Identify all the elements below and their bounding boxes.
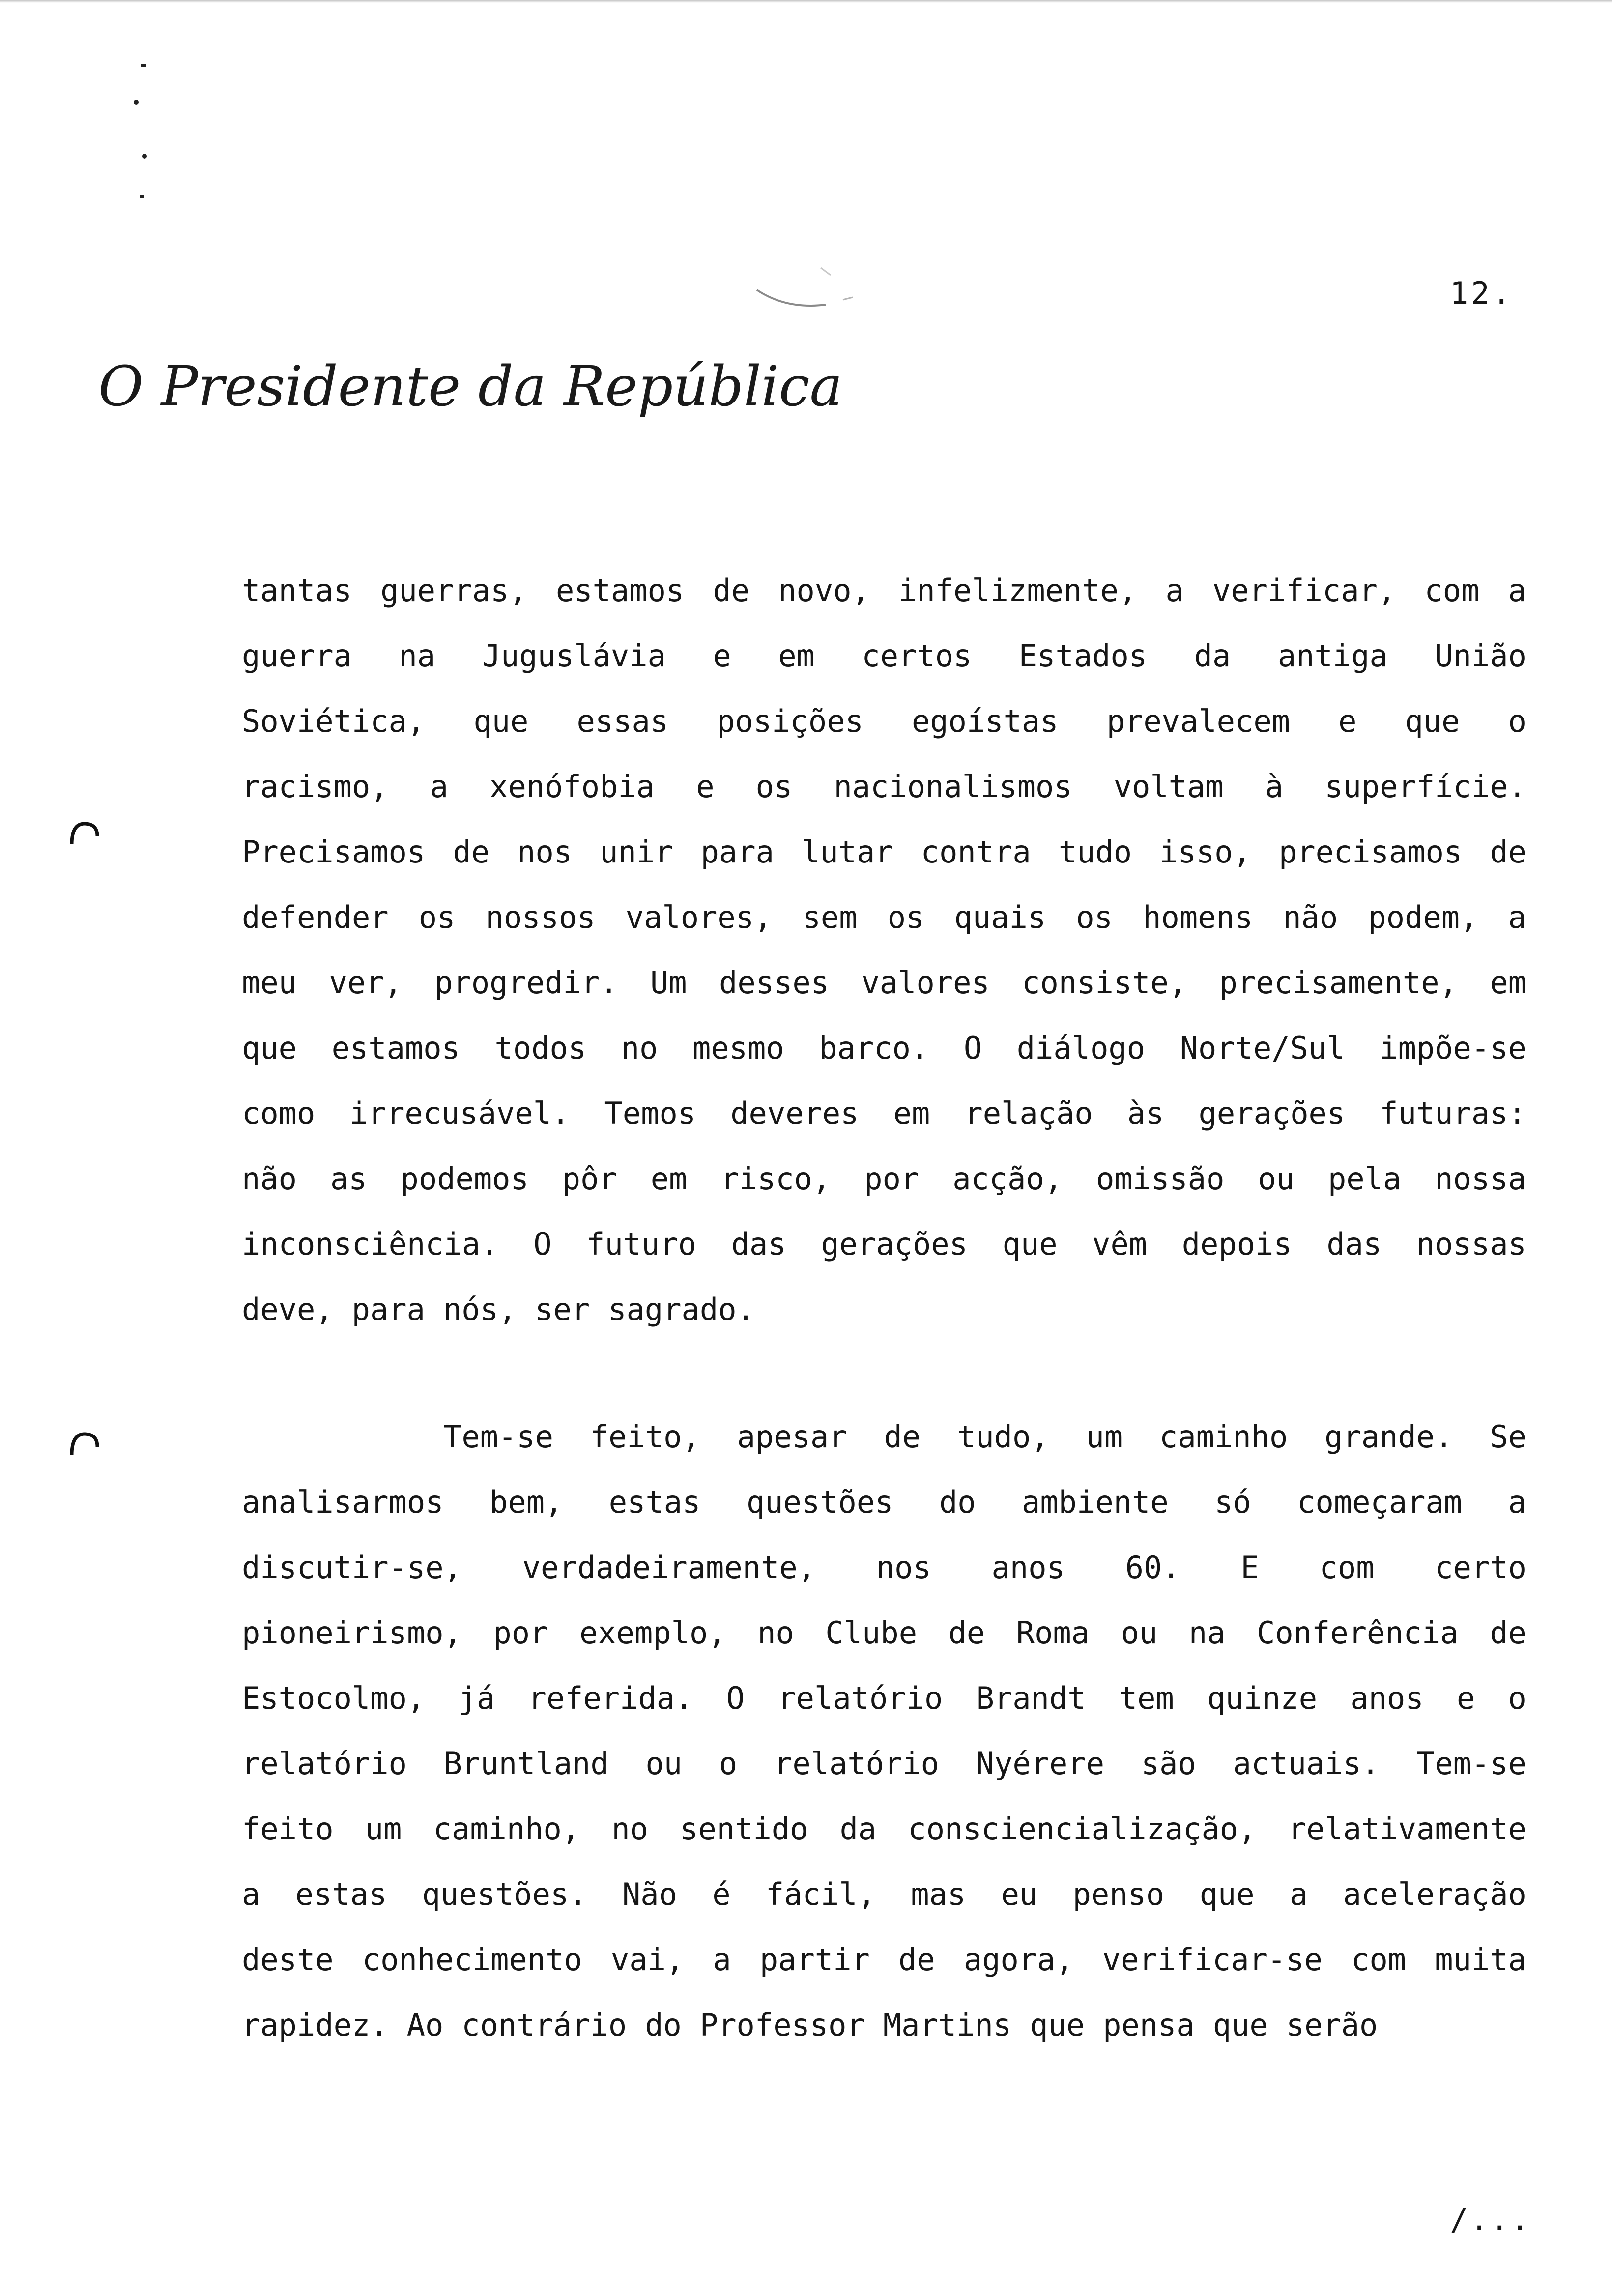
word: nos: [876, 1550, 931, 1585]
word: egoístas: [911, 703, 1059, 739]
word: nossa: [1435, 1161, 1526, 1197]
word: tantas: [242, 573, 352, 608]
text-line: [242, 1744, 1526, 1809]
word: actuais.: [1233, 1746, 1380, 1781]
word: não: [1283, 899, 1338, 935]
word: inconsciência.: [242, 1226, 499, 1262]
word: por: [493, 1615, 548, 1651]
word: a: [430, 769, 449, 804]
word: Martins: [883, 2007, 1012, 2043]
text-line: [242, 1290, 1526, 1355]
word: O: [963, 1030, 982, 1066]
text-line: [242, 963, 1526, 1029]
word: exemplo,: [579, 1615, 726, 1651]
word: acção,: [952, 1161, 1063, 1197]
word: União: [1435, 638, 1526, 674]
word: verificar-se: [1102, 1942, 1323, 1978]
text-line: [242, 571, 1526, 636]
word: certos: [862, 638, 972, 674]
word: risco,: [720, 1161, 831, 1197]
word: e: [696, 769, 715, 804]
word: com: [1424, 573, 1480, 608]
ink-smudge: [747, 256, 894, 324]
word: muita: [1435, 1942, 1526, 1978]
word: as: [330, 1161, 367, 1197]
word: da: [1194, 638, 1231, 674]
scan-edge: [0, 0, 1612, 3]
word: certo: [1435, 1550, 1526, 1585]
svg-text:O Presidente da República: O Presidente da República: [98, 355, 843, 419]
word: penso: [1072, 1876, 1165, 1912]
word: meu: [242, 965, 297, 1001]
word: do: [939, 1484, 976, 1520]
word: como: [242, 1095, 316, 1131]
word: O: [533, 1226, 552, 1262]
paragraph: [242, 571, 1526, 1355]
word: contra: [921, 834, 1031, 870]
word: vai,: [610, 1942, 685, 1978]
word: Estados: [1018, 638, 1148, 674]
word: estas: [295, 1876, 387, 1912]
word: e: [713, 638, 731, 674]
word: e: [1338, 703, 1357, 739]
word: começaram: [1297, 1484, 1463, 1520]
word: Temos: [604, 1095, 696, 1131]
word: feito: [242, 1811, 334, 1847]
word: das: [731, 1226, 786, 1262]
word: sem: [802, 899, 858, 935]
word: a: [1289, 1876, 1308, 1912]
word: superfície.: [1324, 769, 1526, 804]
word: Não: [622, 1876, 677, 1912]
word: de: [1490, 1615, 1526, 1651]
word: na: [399, 638, 436, 674]
word: tem: [1119, 1680, 1174, 1716]
word: conhecimento: [362, 1942, 582, 1978]
text-line: [242, 1875, 1526, 1940]
word: Professor: [699, 2007, 865, 2043]
word: discutir-se,: [242, 1550, 462, 1585]
word: ou: [1121, 1615, 1158, 1651]
word: precisamente,: [1219, 965, 1458, 1001]
word: quinze: [1207, 1680, 1318, 1716]
word: E: [1240, 1550, 1259, 1585]
text-line: [242, 1613, 1526, 1679]
word: pôr: [562, 1161, 617, 1197]
word: futuras:: [1380, 1095, 1526, 1131]
word: nacionalismos: [834, 769, 1072, 804]
word: ou: [645, 1746, 683, 1781]
word: impõe-se: [1380, 1030, 1526, 1066]
word: em: [650, 1161, 688, 1197]
word: futuro: [586, 1226, 697, 1262]
word: bem,: [489, 1484, 563, 1520]
word: ser: [535, 1292, 590, 1327]
word: Estocolmo,: [242, 1680, 426, 1716]
word: Bruntland: [443, 1746, 609, 1781]
text-line: [242, 1548, 1526, 1613]
word: analisarmos: [242, 1484, 444, 1520]
word: deve,: [242, 1292, 334, 1327]
word: Tem-se: [1416, 1746, 1526, 1781]
word: unir: [600, 834, 673, 870]
word: estamos: [331, 1030, 460, 1066]
word: por: [864, 1161, 920, 1197]
word: à: [1265, 769, 1284, 804]
word: depois: [1181, 1226, 1292, 1262]
continuation-mark: /...: [1450, 2202, 1531, 2238]
word: sagrado.: [608, 1292, 755, 1327]
scan-speck: [134, 100, 139, 105]
binder-hole-mark: [69, 820, 100, 847]
word: questões.: [422, 1876, 587, 1912]
word: isso,: [1159, 834, 1251, 870]
word: o: [719, 1746, 738, 1781]
word: podemos: [400, 1161, 529, 1197]
word: nos: [517, 834, 573, 870]
text-line: [242, 1483, 1526, 1548]
word: um: [365, 1811, 402, 1847]
word: O: [726, 1680, 745, 1716]
word: que: [473, 703, 529, 739]
word: no: [611, 1811, 648, 1847]
word: Um: [650, 965, 687, 1001]
word: Nyérere: [976, 1746, 1105, 1781]
word: que: [1212, 2007, 1268, 2043]
word: Conferência: [1257, 1615, 1459, 1651]
word: defender: [242, 899, 389, 935]
word: valores,: [625, 899, 773, 935]
word: deste: [242, 1942, 334, 1978]
word: que: [1030, 2007, 1085, 2043]
word: em: [1490, 965, 1526, 1001]
word: xenófobia: [489, 769, 655, 804]
word: de: [453, 834, 490, 870]
word: anos: [991, 1550, 1065, 1585]
text-line: [242, 1940, 1526, 2006]
word: novo,: [778, 573, 870, 608]
letterhead: [93, 351, 843, 435]
word: que: [1405, 703, 1460, 739]
word: ou: [1258, 1161, 1295, 1197]
word: de: [898, 1942, 935, 1978]
word: gerações: [1198, 1095, 1346, 1131]
word: relatório: [774, 1746, 939, 1781]
word: ambiente: [1022, 1484, 1169, 1520]
word: a: [713, 1942, 731, 1978]
word: omissão: [1096, 1161, 1225, 1197]
word: quais: [954, 899, 1046, 935]
word: para: [351, 1292, 425, 1327]
text-line: [242, 2006, 1526, 2071]
word: relação: [964, 1095, 1093, 1131]
word: às: [1127, 1095, 1164, 1131]
word: apesar: [737, 1419, 847, 1455]
word: de: [884, 1419, 921, 1455]
word: deveres: [730, 1095, 859, 1131]
word: contrário: [461, 2007, 627, 2043]
word: agora,: [963, 1942, 1074, 1978]
word: grande.: [1324, 1419, 1453, 1455]
word: de: [713, 573, 750, 608]
word: nossos: [485, 899, 596, 935]
word: caminho: [1159, 1419, 1288, 1455]
word: essas: [576, 703, 669, 739]
word: são: [1141, 1746, 1196, 1781]
word: guerra: [242, 638, 352, 674]
text-line: [242, 1159, 1526, 1225]
word: nós,: [443, 1292, 517, 1327]
word: prevalecem: [1106, 703, 1290, 739]
word: verdadeiramente,: [522, 1550, 816, 1585]
word: um: [1086, 1419, 1123, 1455]
text-line: [242, 1225, 1526, 1290]
word: no: [757, 1615, 794, 1651]
word: o: [1508, 703, 1526, 739]
text-line: [242, 1029, 1526, 1094]
word: a: [1508, 573, 1526, 608]
word: tudo,: [957, 1419, 1049, 1455]
word: verificar,: [1212, 573, 1396, 608]
word: Juguslávia: [482, 638, 666, 674]
word: Soviética,: [242, 703, 426, 739]
word: os: [755, 769, 793, 804]
word: que: [242, 1030, 297, 1066]
word: partir: [759, 1942, 870, 1978]
scan-speck: [141, 64, 146, 67]
word: eu: [1001, 1876, 1038, 1912]
word: mesmo: [692, 1030, 784, 1066]
word: ver,: [329, 965, 403, 1001]
word: caminho,: [433, 1811, 580, 1847]
word: das: [1326, 1226, 1382, 1262]
word: Norte/Sul: [1180, 1030, 1345, 1066]
word: precisamos: [1278, 834, 1463, 870]
word: homens: [1143, 899, 1253, 935]
text-line: [242, 832, 1526, 898]
word: Se: [1490, 1419, 1526, 1455]
word: estamos: [555, 573, 685, 608]
word: é: [712, 1876, 731, 1912]
word: desses: [719, 965, 830, 1001]
word: não: [242, 1161, 297, 1197]
word: Tem-se: [443, 1419, 553, 1455]
word: guerras,: [380, 573, 527, 608]
word: lutar: [802, 834, 893, 870]
word: do: [645, 2007, 682, 2043]
text-line: [242, 767, 1526, 832]
word: irrecusável.: [349, 1095, 570, 1131]
word: vêm: [1092, 1226, 1148, 1262]
scan-speck: [142, 154, 147, 159]
word: a: [1508, 899, 1526, 935]
word: Brandt: [976, 1680, 1086, 1716]
word: os: [1076, 899, 1113, 935]
text-line: [242, 898, 1526, 963]
word: que: [1199, 1876, 1255, 1912]
text-line: [242, 1809, 1526, 1875]
word: posições: [717, 703, 864, 739]
binder-hole-mark: [69, 1430, 100, 1458]
word: infelizmente,: [898, 573, 1137, 608]
word: em: [778, 638, 815, 674]
word: Clube: [825, 1615, 918, 1651]
text-line: [242, 1679, 1526, 1744]
word: estas: [608, 1484, 701, 1520]
text-line: [242, 1417, 1526, 1483]
word: e: [1456, 1680, 1475, 1716]
word: questões: [746, 1484, 893, 1520]
word: pensa: [1103, 2007, 1195, 2043]
word: rapidez.: [242, 2007, 389, 2043]
word: a: [1508, 1484, 1526, 1520]
page-number: 12.: [1450, 275, 1514, 311]
word: diálogo: [1016, 1030, 1146, 1066]
word: já: [458, 1680, 495, 1716]
paragraph: [242, 1417, 1526, 2071]
word: barco.: [819, 1030, 929, 1066]
word: a: [242, 1876, 260, 1912]
word: mas: [911, 1876, 966, 1912]
word: consciencialização,: [908, 1811, 1257, 1847]
word: com: [1351, 1942, 1407, 1978]
word: progredir.: [434, 965, 618, 1001]
word: para: [700, 834, 774, 870]
word: sentido: [680, 1811, 808, 1847]
text-line: [242, 636, 1526, 702]
word: pioneirismo,: [242, 1615, 462, 1651]
word: só: [1214, 1484, 1251, 1520]
word: antiga: [1277, 638, 1388, 674]
word: gerações: [821, 1226, 968, 1262]
word: voltam: [1113, 769, 1224, 804]
word: racismo,: [242, 769, 389, 804]
word: os: [418, 899, 456, 935]
word: Precisamos: [242, 834, 426, 870]
word: Roma: [1016, 1615, 1090, 1651]
word: relatório: [242, 1746, 407, 1781]
word: referida.: [528, 1680, 693, 1716]
word: relativamente: [1288, 1811, 1526, 1847]
word: aceleração: [1343, 1876, 1526, 1912]
word: pela: [1327, 1161, 1402, 1197]
word: todos: [494, 1030, 587, 1066]
word: no: [621, 1030, 658, 1066]
word: valores: [861, 965, 990, 1001]
text-line: [242, 702, 1526, 767]
word: os: [887, 899, 924, 935]
word: consiste,: [1022, 965, 1187, 1001]
scan-speck: [140, 195, 144, 198]
word: anos: [1350, 1680, 1424, 1716]
word: fácil,: [765, 1876, 876, 1912]
word: feito,: [590, 1419, 700, 1455]
word: em: [893, 1095, 930, 1131]
word: da: [839, 1811, 877, 1847]
word: serão: [1286, 2007, 1378, 2043]
word: relatório: [777, 1680, 943, 1716]
letterhead-script: [93, 351, 843, 435]
word: na: [1188, 1615, 1226, 1651]
word: a: [1165, 573, 1184, 608]
word: que: [1002, 1226, 1058, 1262]
word: o: [1508, 1680, 1526, 1716]
word: de: [1490, 834, 1526, 870]
word: de: [948, 1615, 985, 1651]
word: Ao: [406, 2007, 444, 2043]
word: 60.: [1125, 1550, 1180, 1585]
word: com: [1319, 1550, 1375, 1585]
word: nossas: [1416, 1226, 1526, 1262]
text-line: [242, 1094, 1526, 1159]
word: tudo: [1058, 834, 1132, 870]
word: podem,: [1368, 899, 1478, 935]
